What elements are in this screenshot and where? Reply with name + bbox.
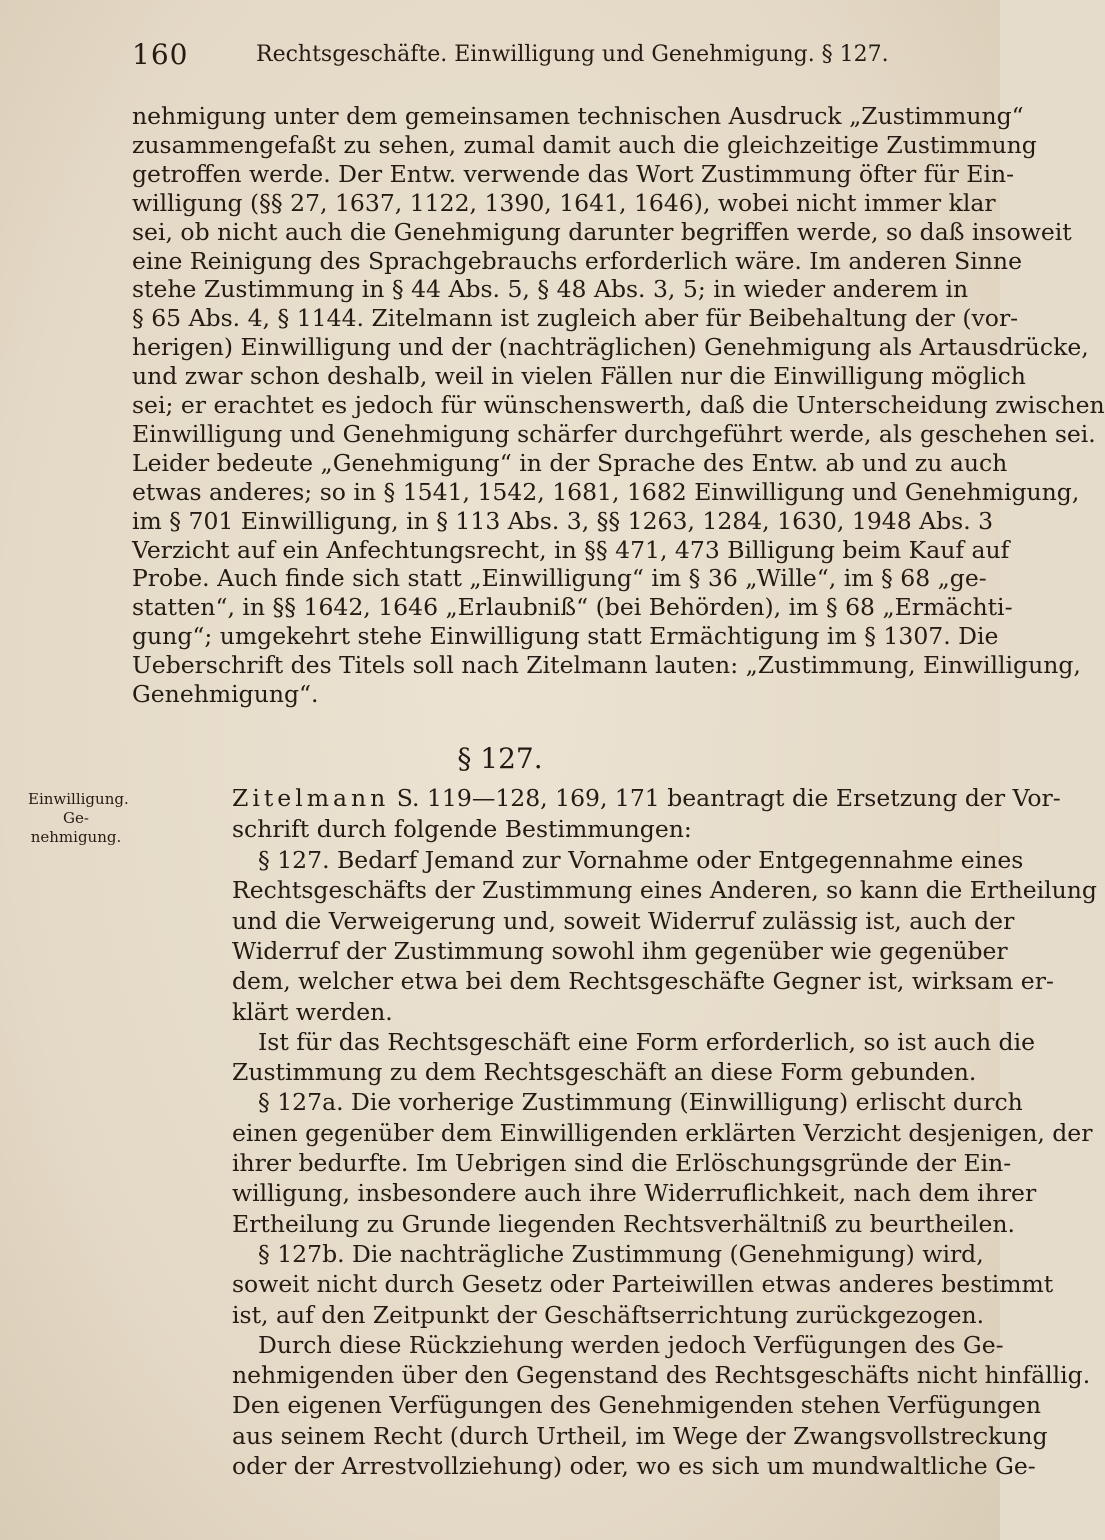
provision-line: § 127b. Die nachträgliche Zustimmung (Genehmigung) wird, (258, 1239, 984, 1268)
provision-line: Den eigenen Verfügungen des Genehmigenden stehen Verfügungen (232, 1391, 1042, 1420)
text-line: gung“; umgekehrt stehe Einwilligung statt Ermächtigung im § 1307. Die (132, 622, 999, 651)
provision-line: Widerruf der Zustimmung sowohl ihm gegenüber wie gegenüber (232, 936, 1008, 965)
text-line: eine Reinigung des Sprachgebrauchs erforderlich wäre. Im anderen Sinne (132, 246, 1022, 275)
text-line: getroffen werde. Der Entw. verwende das Wort Zustimmung öfter für Ein- (132, 159, 1015, 188)
intro-text: S. 119—128, 169, 171 beantragt die Ersetzung der Vor- (396, 784, 1061, 812)
provision-line: Rechtsgeschäfts der Zustimmung eines Anderen, so kann die Ertheilung (232, 876, 1097, 905)
text-line: Ueberschrift des Titels soll nach Zitelmann lauten: „Zustimmung, Einwilligung, (132, 651, 1081, 680)
text-line: nehmigung unter dem gemeinsamen technischen Ausdruck „Zustimmung“ (132, 102, 1024, 130)
provision-line: Ertheilung zu Grunde liegenden Rechtsverhältniß zu beurtheilen. (232, 1209, 1016, 1238)
provision-line: nehmigenden über den Gegenstand des Rechtsgeschäfts nicht hinfällig. (232, 1361, 1091, 1390)
provision-line: aus seinem Recht (durch Urtheil, im Wege der Zwangsvollstreckung (232, 1421, 1048, 1450)
text-line: statten“, in §§ 1642, 1646 „Erlaubniß“ (bei Behörden), im § 68 „Ermächti- (132, 593, 1013, 622)
provision-line: einen gegenüber dem Einwilligenden erklärten Verzicht desjenigen, der (232, 1118, 1093, 1147)
provision-line: Zustimmung zu dem Rechtsgeschäft an diese Form gebunden. (232, 1058, 977, 1087)
margin-note-line: Einwilligung. (28, 790, 129, 808)
provision-line: ist, auf den Zeitpunkt der Geschäftserrichtung zurückgezogen. (232, 1300, 985, 1329)
intro-line-1 (232, 784, 1061, 812)
provision-line: oder der Arrestvollziehung) oder, wo es sich um mundwaltliche Ge- (232, 1452, 1036, 1480)
text-line: Einwilligung und Genehmigung schärfer durchgeführt werde, als geschehen sei. (132, 419, 1096, 448)
text-line: Probe. Auch finde sich statt „Einwilligung“ im § 36 „Wille“, im § 68 „ge- (132, 564, 987, 593)
margin-note-line: nehmigung. (30, 828, 122, 846)
provision-line: ihrer bedurfte. Im Uebrigen sind die Erlöschungsgründe der Ein- (232, 1149, 1012, 1177)
author-name: Zitelmann (232, 784, 390, 812)
provision-line: § 127. Bedarf Jemand zur Vornahme oder Entgegennahme eines (258, 846, 1024, 874)
provision-line: § 127a. Die vorherige Zustimmung (Einwilligung) erlischt durch (258, 1088, 1023, 1117)
provision-line: klärt werden. (232, 997, 393, 1026)
provision-line: soweit nicht durch Gesetz oder Parteiwillen etwas anderes bestimmt (232, 1270, 1054, 1299)
running-title: Rechtsgeschäfte. Einwilligung und Genehmigung. § 127. (256, 42, 889, 67)
margin-note-line: Ge- (63, 809, 89, 827)
text-line: willigung (§§ 27, 1637, 1122, 1390, 1641, 1646), wobei nicht immer klar (132, 188, 996, 217)
text-line: stehe Zustimmung in § 44 Abs. 5, § 48 Abs. 3, 5; in wieder anderem in (132, 275, 969, 304)
text-line: herigen) Einwilligung und der (nachträglichen) Genehmigung als Artausdrücke, (132, 333, 1089, 362)
provision-line: und die Verweigerung und, soweit Widerruf zulässig ist, auch der (232, 906, 1015, 935)
provision-line: Durch diese Rückziehung werden jedoch Verfügungen des Ge- (258, 1330, 1004, 1359)
text-line: und zwar schon deshalb, weil in vielen Fällen nur die Einwilligung möglich (132, 362, 1026, 391)
text-line: im § 701 Einwilligung, in § 113 Abs. 3, §§ 1263, 1284, 1630, 1948 Abs. 3 (132, 506, 994, 535)
text-line: sei, ob nicht auch die Genehmigung darunter begriffen werde, so daß insoweit (132, 217, 1072, 246)
text-line: Leider bedeute „Genehmigung“ in der Sprache des Entw. ab und zu auch (132, 448, 1008, 477)
section-heading: § 127. (457, 742, 543, 775)
text-line: etwas anderes; so in § 1541, 1542, 1681, 1682 Einwilligung und Genehmigung, (132, 477, 1080, 506)
page-number: 160 (132, 38, 189, 71)
provision-line: Ist für das Rechtsgeschäft eine Form erforderlich, so ist auch die (258, 1027, 1036, 1056)
provision-line: willigung, insbesondere auch ihre Widerruflichkeit, nach dem ihrer (232, 1179, 1037, 1208)
intro-line-2: schrift durch folgende Bestimmungen: (232, 815, 692, 843)
text-line: zusammengefaßt zu sehen, zumal damit auch die gleichzeitige Zustimmung (132, 130, 1037, 159)
text-line: § 65 Abs. 4, § 1144. Zitelmann ist zugleich aber für Beibehaltung der (vor- (132, 304, 1019, 333)
text-line: Verzicht auf ein Anfechtungsrecht, in §§ 471, 473 Billigung beim Kauf auf (132, 535, 1010, 564)
text-line: sei; er erachtet es jedoch für wünschenswerth, daß die Unterscheidung zwischen (132, 391, 1105, 419)
margin-note (28, 790, 129, 847)
provision-line: dem, welcher etwa bei dem Rechtsgeschäfte Gegner ist, wirksam er- (232, 967, 1054, 996)
text-line: Genehmigung“. (132, 680, 319, 708)
